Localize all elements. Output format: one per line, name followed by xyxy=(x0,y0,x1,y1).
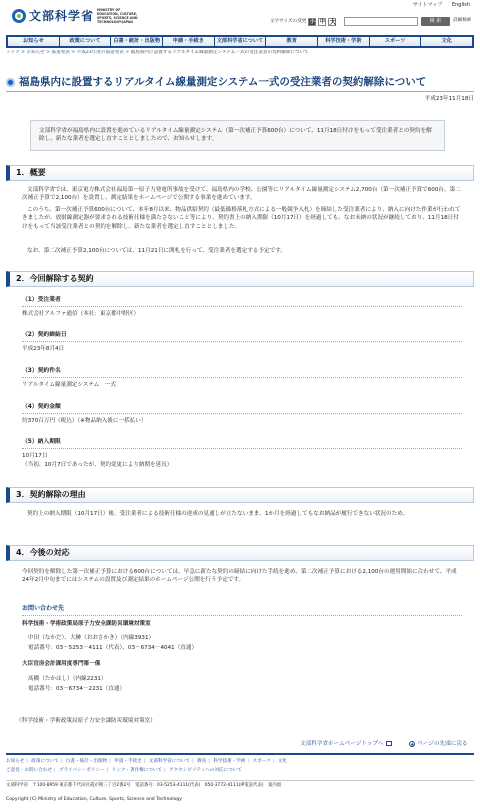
contract-item-note: （当初、10月7日であったが、契約変更により納期を延長） xyxy=(22,462,173,468)
contact-org-2: 大臣官房会計課用度専門第一係 xyxy=(22,661,101,667)
global-nav xyxy=(6,35,474,48)
font-size-small-button[interactable]: 小 xyxy=(309,19,315,25)
footer-link-culture[interactable]: 文化 xyxy=(277,759,287,764)
footer-nav-row-2: ご意見・お問い合わせ | プライバシーポリシー | リンク・著作権について | アクセシビリティへの対応について xyxy=(6,767,242,773)
nav-culture[interactable]: 文化 xyxy=(421,37,472,46)
breadcrumb-current: 福島県内に設置するリアルタイム線量測定システム一式の受注業者の契約解除について xyxy=(130,50,309,55)
footer-address: 文部科学省 〒100-8959 東京都千代田区霞が関三丁目2番2号 電話番号：03-5253-4111(代表) 050-3772-4111(IP電話代表) 案内図 xyxy=(6,780,474,790)
next-steps-paragraph: 今回契約を解除した第一次補正予算における600台については、早急に新たな契約の締結に向けた手続を進め、第二次補正予算における2,100台の運用開始に合わせて、平成24年2月中旬までにはシステムの設置及び測定結果のホームページ公開を行う予定です。 xyxy=(22,569,457,584)
footer-link-education[interactable]: 教育 xyxy=(197,759,207,764)
divider xyxy=(22,341,462,342)
overview-paragraph-1: 文部科学省では、東京電力株式会社福島第一原子力発電所事故を受けて、福島県内の学校、公園等にリアルタイム線量測定システム2,700台（第一次補正予算で600台、第二次補正予算で2,100台）を設置し、測定結果をホームページで公開する事業を進めています。 xyxy=(22,187,461,202)
section-reason-heading: 3．契約解除の理由 xyxy=(6,487,474,503)
section-contract-heading: 2．今回解除する契約 xyxy=(6,271,474,287)
reason-paragraph: 契約上の納入期限（10月17日）後、受注業者による技術仕様の達成の見通しが立たないまま、1か月を経過してもなお納品が履行できない状況のため。 xyxy=(27,511,409,517)
footer-link-science[interactable]: 科学技術・学術 xyxy=(213,759,246,764)
page-top-link-label: ページの先頭に戻る xyxy=(417,741,468,747)
search-input[interactable] xyxy=(344,17,418,26)
contact-person-2: 髙橋（たかはし）（内線2231） xyxy=(28,676,107,682)
font-size-selector xyxy=(270,18,336,26)
overview-paragraph-2: このうち、第一次補正予算600台について、本年8月以来、物品供給契約（最低価格落札方式による一般競争入札）を締結した受注業者により、納入に向けた作業が行われてきましたが、放射線測定器が要求される技術仕様を満たさないこと等により、契約書上の納入期限（10月17日）を経過しても、なお未納の状況が継続しており、11月18日付けをもって当該受注業者との契約を解除し、新たな業者を選定し直すこととしました。 xyxy=(22,207,461,230)
font-size-medium-button[interactable]: 中 xyxy=(319,19,325,25)
contract-item-label: （4）契約金額 xyxy=(22,404,61,410)
back-links xyxy=(284,740,468,748)
contract-item-label: （5）納入期限 xyxy=(22,439,61,445)
nav-policy[interactable]: 政策について xyxy=(60,37,111,46)
english-link[interactable]: English xyxy=(451,2,470,8)
sitemap-link[interactable]: サイトマップ xyxy=(412,2,443,8)
divider xyxy=(22,413,462,414)
section-next-steps-heading: 4．今後の対応 xyxy=(6,545,474,561)
footer-link-sports[interactable]: スポーツ xyxy=(252,759,271,764)
nav-applications[interactable]: 申請・手続き xyxy=(163,37,214,46)
contract-item-value: 平成23年8月4日 xyxy=(22,346,65,352)
footer-nav-row-1: お知らせ | 政策について | 白書・統計・出版物 | 申請・手続き | 文部科学省について | 教育 | 科学技術・学術 | スポーツ | 文化 xyxy=(6,759,287,764)
site-logo[interactable] xyxy=(12,7,141,25)
logo-text-en: MINISTRY OF EDUCATION, CULTURE, SPORTS, SCIENCE AND TECHNOLOGY-JAPAN xyxy=(97,8,138,24)
summary-box: 文部科学省が福島県内に設置を進めているリアルタイム線量測定システム（第一次補正予算600台）について、11月18日付けをもって受注業者との契約を解除し、新たな業者を選定し直すこととしましたので、お知らせします。 xyxy=(30,120,445,151)
contact-tel-2: 電話番号：03－6734－2231（直通） xyxy=(28,686,126,692)
font-size-label: 文字サイズの変更 xyxy=(270,18,307,24)
copyright: Copyright (C) Ministry of Education, Culture, Sports, Science and Technology xyxy=(6,797,182,802)
nav-education[interactable]: 教育 xyxy=(266,37,317,46)
breadcrumb-top[interactable]: トップ xyxy=(6,50,20,55)
contract-item-value: リアルタイム線量測定システム 一式 xyxy=(22,382,116,388)
contact-person-1: 中田（なかだ）、大榊（おおさかき）（内線3931） xyxy=(28,635,155,641)
footer-nav xyxy=(6,753,474,777)
contact-heading: お問い合わせ先 xyxy=(22,605,65,612)
contact-tel-1: 電話番号：03－5253－4111（代表）、03－6734－4041（直通） xyxy=(28,645,198,651)
nav-whitepaper[interactable]: 白書・統計・出版物 xyxy=(113,38,161,44)
nav-sports[interactable]: スポーツ xyxy=(370,37,421,46)
breadcrumb-press[interactable]: 報道発表 xyxy=(51,50,70,55)
footer-link-about[interactable]: 文部科学省について xyxy=(148,759,191,764)
footer-link-applications[interactable]: 申請・手続き xyxy=(114,759,142,764)
external-window-icon xyxy=(386,741,392,746)
page-title: 福島県内に設置するリアルタイム線量測定システム一式の受注業者の契約解除について xyxy=(19,75,427,88)
site-header xyxy=(6,0,474,34)
divider xyxy=(22,448,462,449)
section-overview-heading: 1．概要 xyxy=(6,165,474,181)
footer-link-accessibility[interactable]: アクセシビリティへの対応について xyxy=(169,767,242,773)
footer-link-privacy[interactable]: プライバシーポリシー xyxy=(58,767,105,773)
search-button[interactable]: 検 索 xyxy=(421,17,450,26)
breadcrumb: トップ > お知らせ > 報道発表 > 平成23年度の報道発表 > 福島県内に設置するリアルタイム線量測定システム一式の受注業者の契約解除について xyxy=(6,50,309,55)
nav-science[interactable]: 科学技術・学術 xyxy=(318,37,369,46)
title-bullet-icon xyxy=(6,78,15,87)
breadcrumb-press-h23[interactable]: 平成23年度の報道発表 xyxy=(76,50,124,55)
arrow-up-icon: ▲ xyxy=(410,740,414,746)
home-link[interactable] xyxy=(284,741,392,747)
contract-item-value: 株式会社アルファ通信（本社：東京都中野区） xyxy=(22,311,140,317)
contract-item-value: 約370百万円（税込）（※物品納入後に一括払い） xyxy=(22,418,147,424)
contact-footer-org: （科学技術・学術政策局原子力安全課防災環境対策室） xyxy=(16,718,156,724)
overview-paragraph-3: なお、第二次補正予算2,100台については、11月21日に開札を行って、受注業者を選定する予定です。 xyxy=(27,248,286,254)
nav-news[interactable]: お知らせ xyxy=(8,37,59,46)
nav-about[interactable]: 文部科学省について xyxy=(215,37,266,46)
footer-link-whitepaper[interactable]: 白書・統計・出版物 xyxy=(65,759,108,764)
contact-org-1: 科学技術・学術政策局原子力安全課防災環境対策室 xyxy=(22,621,151,627)
ministry-logo-icon xyxy=(12,9,26,23)
divider xyxy=(22,615,462,616)
contract-item-label: （3）契約件名 xyxy=(22,368,61,374)
advanced-search-link[interactable]: 詳細検索 xyxy=(453,18,472,23)
publish-date: 平成23年11月18日 xyxy=(424,96,474,102)
footer-link-policy[interactable]: 政策について xyxy=(31,759,59,764)
contract-item-label: （2）契約締結日 xyxy=(22,332,67,338)
footer-link-copyright[interactable]: リンク・著作権について xyxy=(111,767,163,773)
contract-item-label: （1）受注業者 xyxy=(22,297,61,303)
breadcrumb-news[interactable]: お知らせ xyxy=(26,50,45,55)
contract-item-value: 10月17日 xyxy=(22,453,48,459)
page-top-link[interactable] xyxy=(409,741,467,747)
divider xyxy=(22,377,462,378)
logo-text-jp: 文部科学省 xyxy=(29,9,95,23)
top-links xyxy=(405,2,470,10)
footer-link-news[interactable]: お知らせ xyxy=(6,759,25,764)
font-size-large-button[interactable]: 大 xyxy=(329,18,337,26)
divider xyxy=(22,306,462,307)
footer-link-contact[interactable]: ご意見・お問い合わせ xyxy=(6,767,52,773)
page-title-bar xyxy=(6,74,474,92)
home-link-label: 文部科学省ホームページトップへ xyxy=(300,741,384,747)
